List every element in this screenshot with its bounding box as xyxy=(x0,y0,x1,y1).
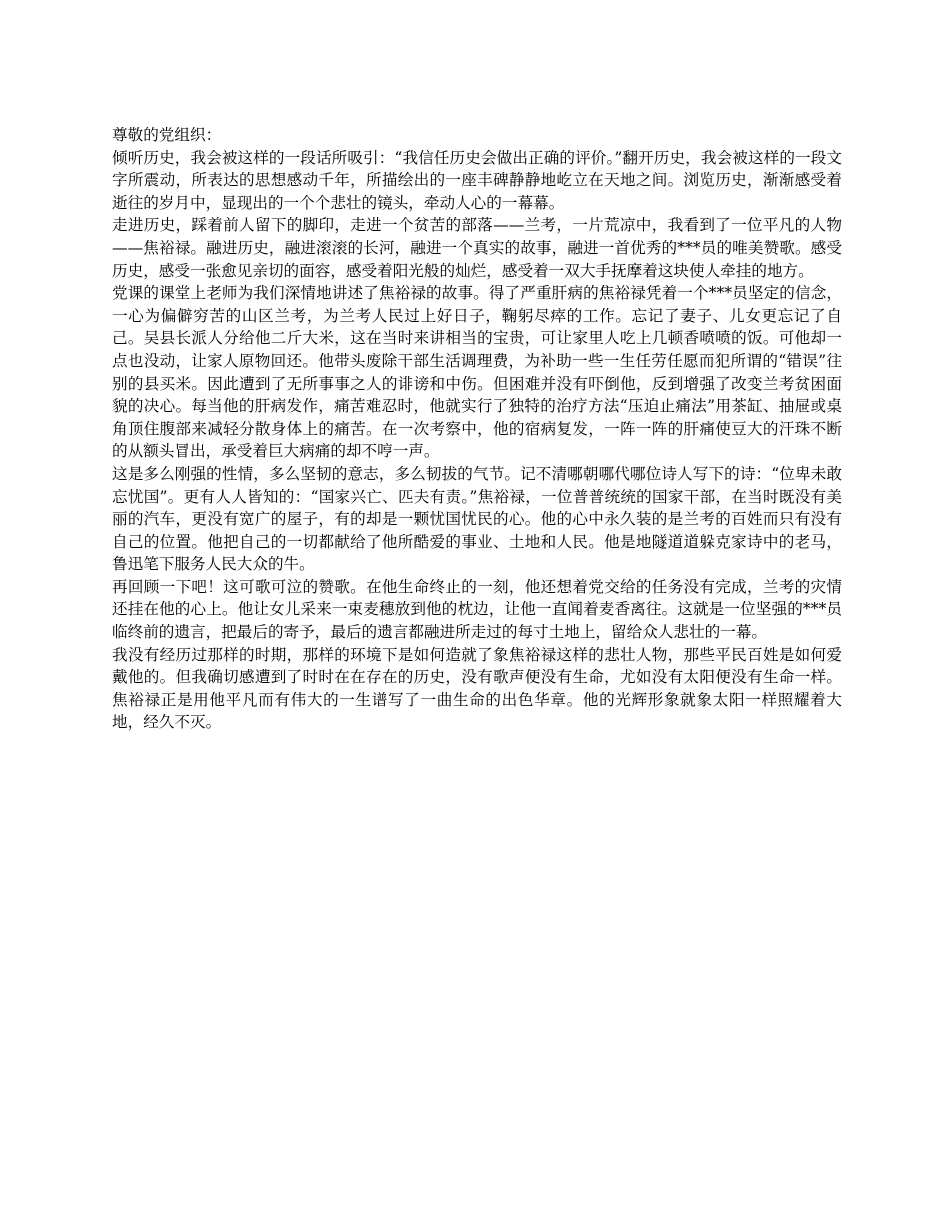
salutation: 尊敬的党组织： xyxy=(112,126,222,144)
paragraph: 这是多么刚强的性情，多么坚韧的意志，多么韧拔的气节。记不清哪朝哪代哪位诗人写下的诗：“位卑未敢忘忧国”。更有人人皆知的：“国家兴亡、匹夫有责。”焦裕禄，一位普普统统的国家干部，在当时既没有美丽的汽车，更没有宽广的屋子，有的却是一颗忧国忧民的心。他的心中永久装的是兰考的百姓而只有没有自己的位置。他把自己的一切都献给了他所酷爱的事业、土地和人民。他是地隧道道躲克家诗中的老马，鲁迅笔下服务人民大众的牛。 xyxy=(112,464,842,574)
paragraph: 党课的课堂上老师为我们深情地讲述了焦裕禄的故事。得了严重肝病的焦裕禄凭着一个***员坚定的信念，一心为偏僻穷苦的山区兰考，为兰考人民过上好日子，鞠躬尽瘁的工作。忘记了妻子、儿女更忘记了自己。吴县长派人分给他二斤大米，这在当时来讲相当的宝贵，可让家里人吃上几顿香喷喷的饭。可他却一点也没动，让家人原物回还。他带头废除干部生活调理费，为补助一些一生任劳任愿而犯所谓的“错误”往别的县买米。因此遭到了无所事事之人的诽谤和中伤。但困难并没有吓倒他，反到增强了改变兰考贫困面貌的决心。每当他的肝病发作，痛苦难忍时，他就实行了独特的治疗方法“压迫止痛法”用茶缸、抽屉或桌角顶住腹部来减轻分散身体上的痛苦。在一次考察中，他的宿病复发，一阵一阵的肝痛使豆大的汗珠不断的从额头冒出，承受着巨大病痛的却不哼一声。 xyxy=(112,284,842,461)
paragraph: 我没有经历过那样的时期，那样的环境下是如何造就了象焦裕禄这样的悲壮人物，那些平民百姓是如何爱戴他的。但我确切感遭到了时时在在存在的历史，没有歌声便没有生命，尤如没有太阳便没有生命一样。焦裕禄正是用他平凡而有伟大的一生谱写了一曲生命的出色华章。他的光辉形象就象太阳一样照耀着大地，经久不灭。 xyxy=(112,645,842,732)
document-body xyxy=(112,124,842,734)
paragraph: 倾听历史，我会被这样的一段话所吸引：“我信任历史会做出正确的评价。”翻开历史，我会被这样的一段文字所震动，所表达的思想感动千年，所描绘出的一座丰碑静静地屹立在天地之间。浏览历史，渐渐感受着逝往的岁月中，显现出的一个个悲壮的镜头，牵动人心的一幕幕。 xyxy=(112,148,842,212)
paragraph: 再回顾一下吧！这可歌可泣的赞歌。在他生命终止的一刻，他还想着党交给的任务没有完成，兰考的灾情还挂在他的心上。他让女儿采来一束麦穗放到他的枕边，让他一直闻着麦香离往。这就是一位坚强的***员临终前的遗言，把最后的寄予，最后的遗言都融进所走过的每寸土地上，留给众人悲壮的一幕。 xyxy=(112,577,842,642)
paragraph: 走进历史，踩着前人留下的脚印，走进一个贫苦的部落——兰考，一片荒凉中，我看到了一位平凡的人物——焦裕禄。融进历史，融进滚滚的长河，融进一个真实的故事，融进一首优秀的***员的唯美赞歌。感受历史，感受一张愈见亲切的面容，感受着阳光般的灿烂，感受着一双大手抚摩着这块使人牵挂的地方。 xyxy=(112,216,842,280)
